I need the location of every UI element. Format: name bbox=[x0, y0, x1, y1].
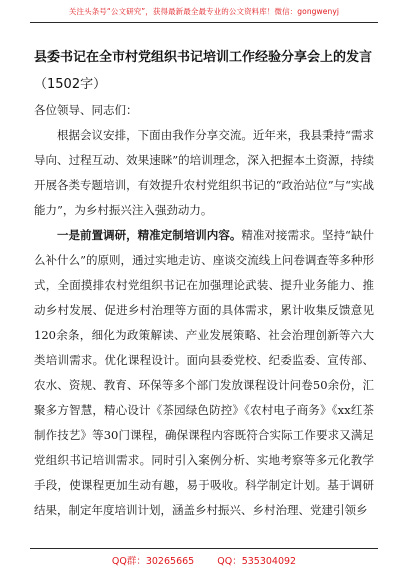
title-text: 县委书记在全市村党组织书记培训工作经验分享会上的发言 bbox=[34, 50, 373, 65]
document-title bbox=[34, 44, 374, 98]
intro-paragraph: 根据会议安排，下面由我作分享交流。近年来，我县秉持“需求导向、过程互动、效果速眯”的培训理念，深入把握本土资源，持续开展各类专题培训，有效提升农村党组织书记的“政治站位”与“实战能力”，为乡村振兴注入强劲动力。 bbox=[34, 128, 374, 217]
word-count: （1502字） bbox=[34, 77, 107, 92]
header-divider bbox=[30, 22, 378, 23]
section-1-heading: 一是前置调研，精准定制培训内容。 bbox=[57, 228, 242, 242]
page-footer bbox=[30, 553, 378, 567]
footer-qq: QQ：535304092 bbox=[217, 556, 297, 567]
salutation: 各位领导、同志们： bbox=[34, 103, 138, 117]
footer-qq-group: QQ群：30265665 bbox=[111, 556, 195, 567]
section-1-paragraph bbox=[34, 223, 374, 523]
page-header: 关注头条号“公文研究”，获得最新最全最专业的公文资料库！微信：gongwenyj bbox=[68, 7, 340, 16]
section-1-body: 精准对接需求。坚持“缺什么补什么”的原则，通过实地走访、座谈交流线上问卷调查等多种形式，全面摸排农村党组织书记在加强理论武装、提升业务能力、推动乡村发展、促进乡村治理等方面的具体需求，累计收集反馈意见120余条，细化为政策解读、产业发展策略、社会治理创新等六大类培训需求。优化课程设计。面向县委党校、纪委监委、宣传部、农水、资规、教育、环保等多个部门发放课程设计问卷50余份，汇聚多方智慧，精心设计《茶园绿色防控》《农村电子商务》《xx红茶制作技艺》等30门课程，确保课程内容既符合实际工作要求又满足党组织书记培训需求。同时引入案例分析、实地考察等多元化教学手段，使课程更加生动有趣，易于吸收。科学制定计划。基于调研结果，制定年度培训计划，涵盖乡村振兴、乡村治理、党建引领乡 bbox=[34, 228, 374, 517]
footer-divider bbox=[30, 548, 378, 549]
document-body bbox=[34, 44, 374, 523]
